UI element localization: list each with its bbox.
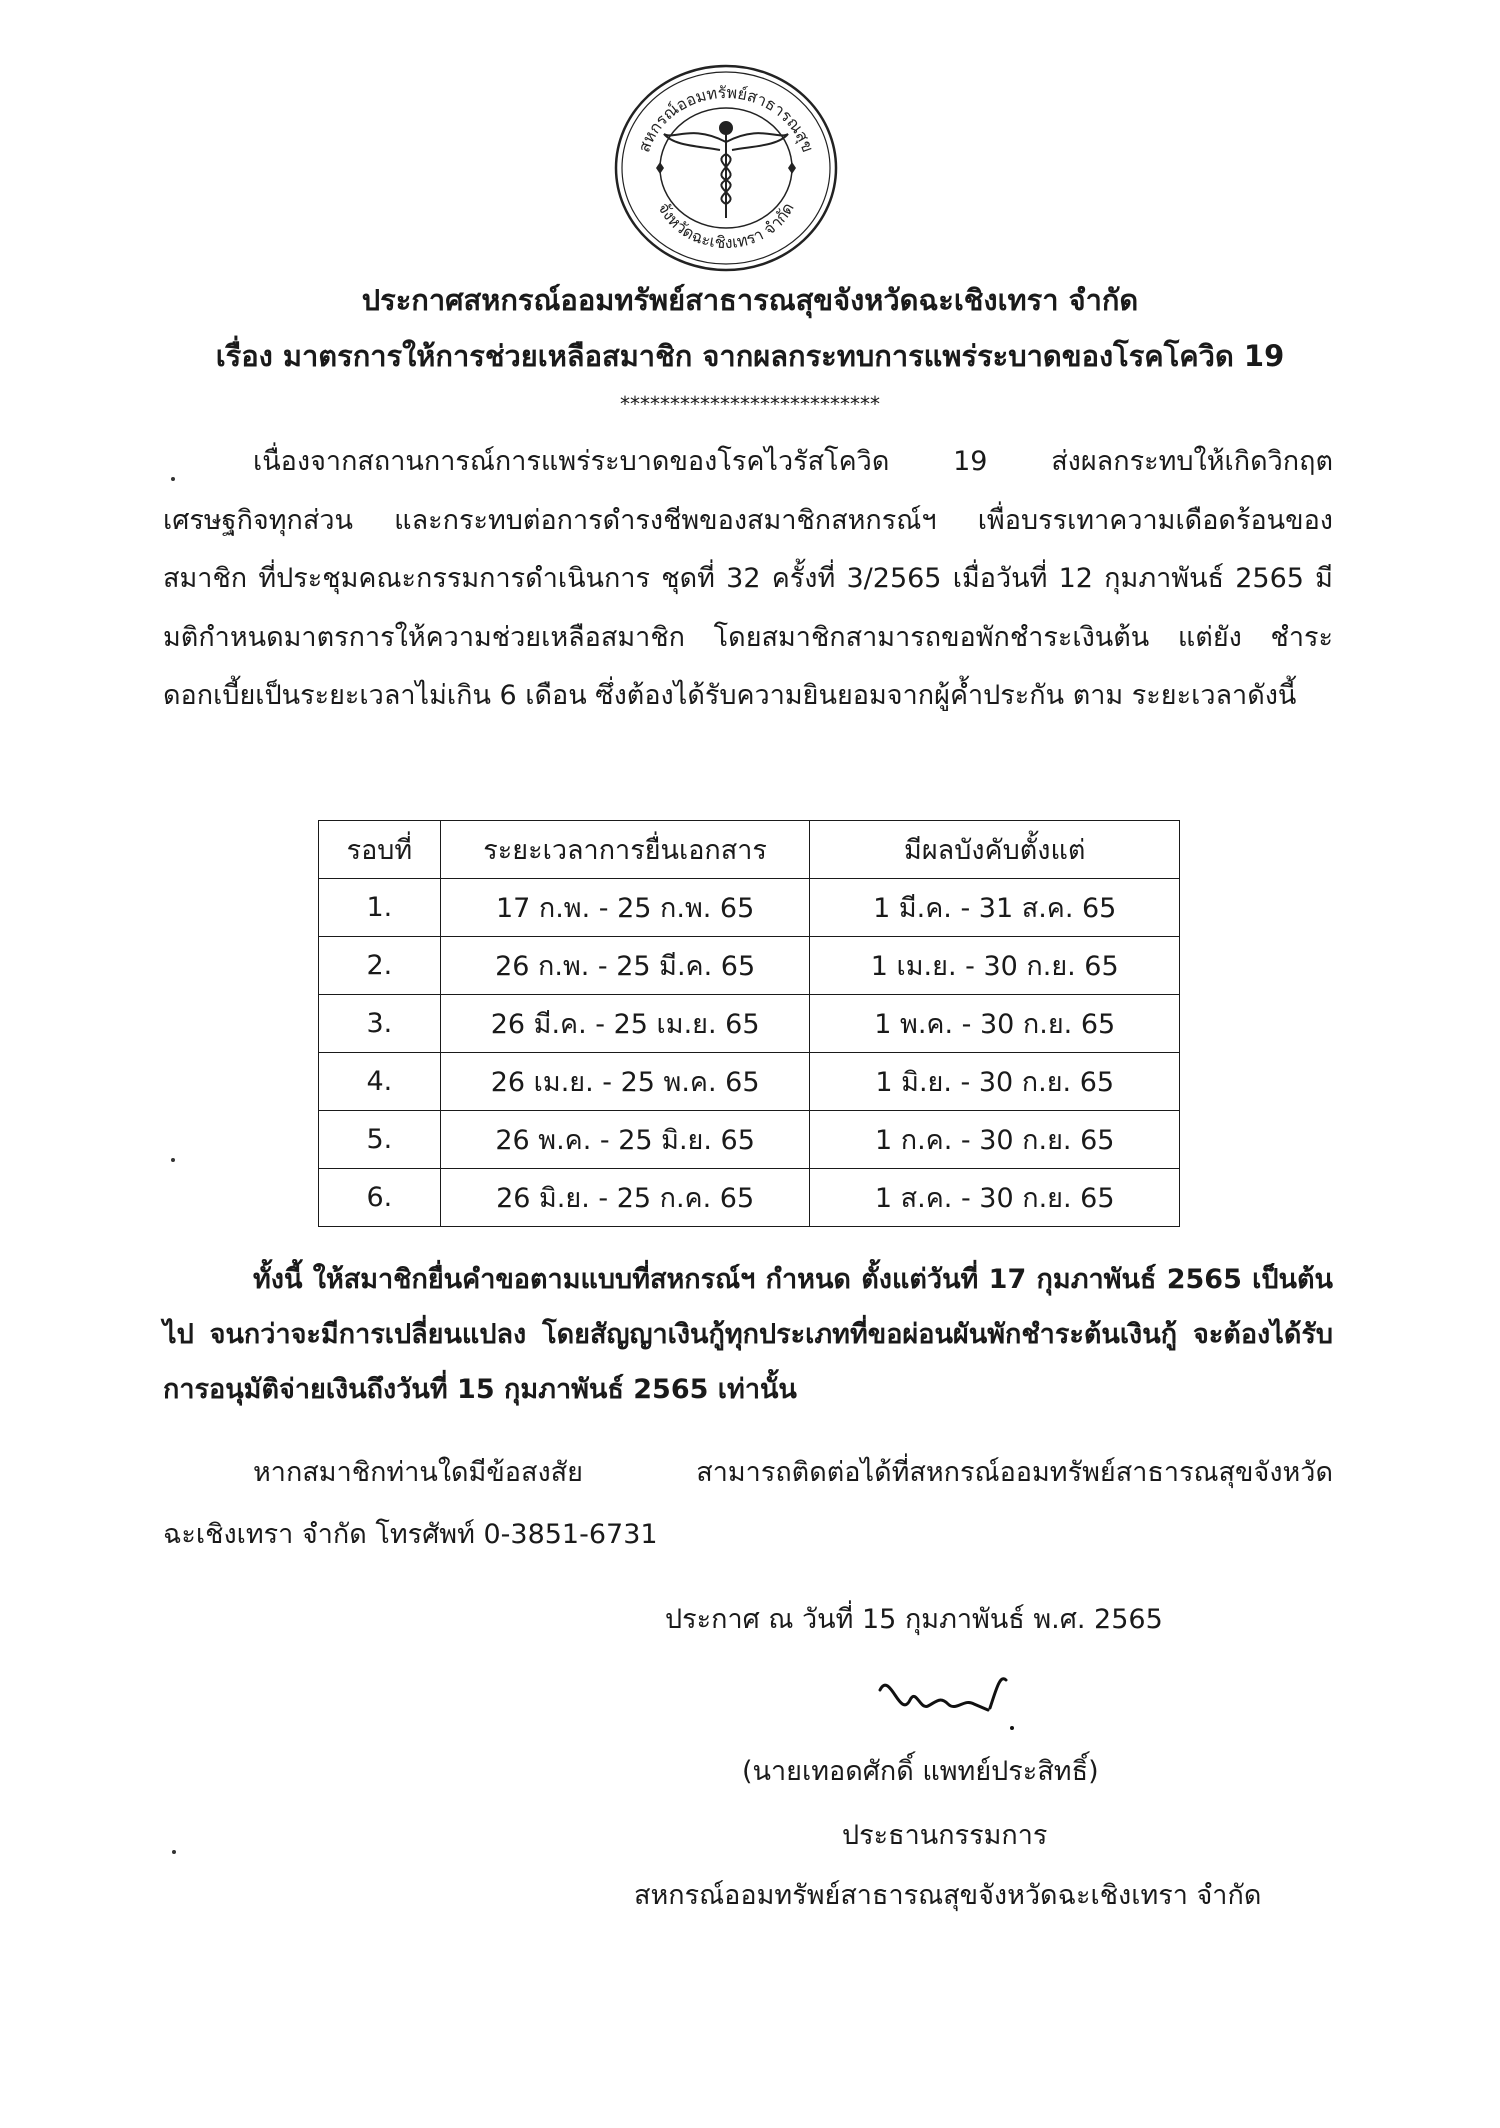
submission-period-cell: 26 พ.ค. - 25 มิ.ย. 65: [440, 1111, 810, 1169]
seal-bottom-text: จังหวัดฉะเชิงเทรา จำกัด: [654, 199, 798, 253]
column-header: รอบที่: [319, 821, 441, 879]
effective-period-cell: 1 พ.ค. - 30 ก.ย. 65: [810, 995, 1180, 1053]
conditions-paragraph: ทั้งนี้ ให้สมาชิกยื่นคำขอตามแบบที่สหกรณ์ฯ กำหนด ตั้งแต่วันที่ 17 กุมภาพันธ์ 2565 เป็นต้นไป จนกว่าจะมีการเปลี่ยนแปลง โดยสัญญาเงินกู้ทุกประเภทที่ขอผ่อนผันพักชำระต้นเงินกู้ จะต้องได้รับการอนุมัติจ่ายเงินถึงวันที่ 15 กุมภาพันธ์ 2565 เท่านั้น: [163, 1264, 1333, 1405]
handwritten-signature: [870, 1660, 1030, 1740]
submission-period-cell: 17 ก.พ. - 25 ก.พ. 65: [440, 879, 810, 937]
signatory-organization: สหกรณ์ออมทรัพย์สาธารณสุขจังหวัดฉะเชิงเทรา จำกัด: [634, 1880, 1262, 1911]
submission-period-cell: 26 มิ.ย. - 25 ก.ค. 65: [440, 1169, 810, 1227]
submission-period-cell: 26 เม.ย. - 25 พ.ค. 65: [440, 1053, 810, 1111]
table-row: [319, 1053, 1180, 1111]
submission-period-cell: 26 ก.พ. - 25 มี.ค. 65: [440, 937, 810, 995]
submission-period-cell: 26 มี.ค. - 25 เม.ย. 65: [440, 995, 810, 1053]
table-row: [319, 937, 1180, 995]
schedule-table: [318, 820, 1180, 1227]
announcement-title: ประกาศสหกรณ์ออมทรัพย์สาธารณสุขจังหวัดฉะเชิงเทรา จำกัด: [361, 283, 1139, 317]
round-cell: 4.: [319, 1053, 441, 1111]
signatory-position: ประธานกรรมการ: [842, 1820, 1048, 1851]
column-header: มีผลบังคับตั้งแต่: [810, 821, 1180, 879]
announcement-subject: เรื่อง มาตรการให้การช่วยเหลือสมาชิก จากผลกระทบการแพร่ระบาดของโรคโควิด 19: [215, 339, 1285, 373]
table-row: [319, 1169, 1180, 1227]
table-row: [319, 879, 1180, 937]
table-header-row: [319, 821, 1180, 879]
scan-speck: [172, 1850, 176, 1854]
column-header: ระยะเวลาการยื่นเอกสาร: [440, 821, 810, 879]
seal-top-text: สหกรณ์ออมทรัพย์สาธารณสุข: [634, 82, 818, 155]
round-cell: 3.: [319, 995, 441, 1053]
intro-paragraph: เนื่องจากสถานการณ์การแพร่ระบาดของโรคไวรัสโควิด 19 ส่งผลกระทบให้เกิดวิกฤต เศรษฐกิจทุกส่วน และกระทบต่อการดำรงชีพของสมาชิกสหกรณ์ฯ เพื่อบรรเทาความเดือดร้อนของ สมาชิก ที่ประชุมคณะกรรมการดำเนินการ ชุดที่ 32 ครั้งที่ 3/2565 เมื่อวันที่ 12 กุมภาพันธ์ 2565 มีมติกำหนดมาตรการให้ความช่วยเหลือสมาชิก โดยสมาชิกสามารถขอพักชำระเงินต้น แต่ยัง ชำระดอกเบี้ยเป็นระยะเวลาไม่เกิน 6 เดือน ซึ่งต้องได้รับความยินยอมจากผู้ค้ำประกัน ตาม ระยะเวลาดังนี้: [163, 446, 1333, 711]
round-cell: 1.: [319, 879, 441, 937]
signatory-name: (นายเทอดศักดิ์ แพทย์ประสิทธิ์): [742, 1756, 1099, 1787]
contact-paragraph: หากสมาชิกท่านใดมีข้อสงสัย สามารถติดต่อได้ที่สหกรณ์ออมทรัพย์สาธารณสุขจังหวัด ฉะเชิงเทรา จำกัด โทรศัพท์ 0-3851-6731: [163, 1457, 1333, 1550]
effective-period-cell: 1 ก.ค. - 30 ก.ย. 65: [810, 1111, 1180, 1169]
effective-period-cell: 1 ส.ค. - 30 ก.ย. 65: [810, 1169, 1180, 1227]
round-cell: 2.: [319, 937, 441, 995]
divider-stars: **************************: [620, 392, 880, 416]
scan-speck: [171, 1158, 175, 1162]
effective-period-cell: 1 มี.ค. - 31 ส.ค. 65: [810, 879, 1180, 937]
effective-period-cell: 1 เม.ย. - 30 ก.ย. 65: [810, 937, 1180, 995]
table-row: [319, 995, 1180, 1053]
round-cell: 6.: [319, 1169, 441, 1227]
table-row: [319, 1111, 1180, 1169]
scan-speck: [171, 477, 175, 481]
cooperative-seal: [612, 62, 840, 274]
effective-period-cell: 1 มิ.ย. - 30 ก.ย. 65: [810, 1053, 1180, 1111]
round-cell: 5.: [319, 1111, 441, 1169]
announcement-date: ประกาศ ณ วันที่ 15 กุมภาพันธ์ พ.ศ. 2565: [665, 1604, 1163, 1635]
